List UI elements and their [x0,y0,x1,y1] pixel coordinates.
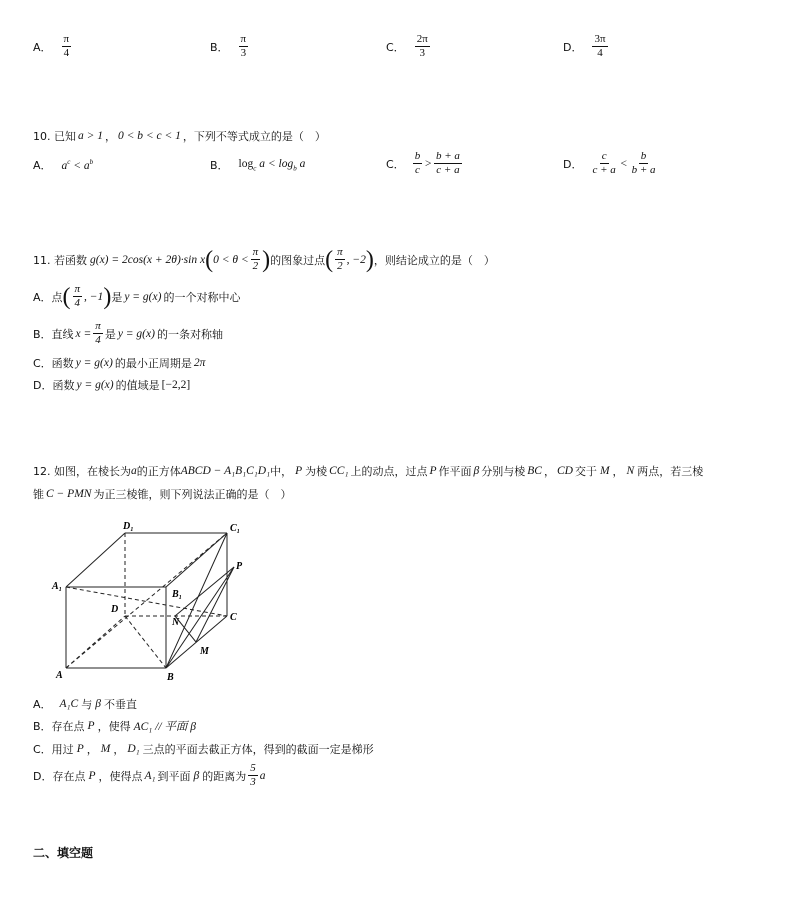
q12-text-1e: 上的动点，过点 [350,465,428,478]
q12-option-b [33,718,196,734]
q12-point-p: P [295,465,303,477]
q11-option-a [33,283,240,310]
q12-cube-figure [50,515,250,685]
q11-prefix: 11. 若函数 [33,253,87,267]
q11-option-b-label: B．直线 [33,327,74,341]
q11-option-a-text: 的一个对称中心 [163,290,241,304]
q11-point-tail: , −2 [346,253,366,266]
q11-option-b-mid: 是 [104,327,116,341]
label-b1: B₁ [172,589,183,600]
q11-option-a-mid: 是 [111,290,123,304]
q11-option-a-expr: y = g(x) [124,290,162,303]
q12-edge-cd: CD [556,465,573,477]
line-m-p [196,567,234,642]
label-a1: A₁ [52,581,63,592]
q12-text-1d: 为棱 [305,465,328,478]
q10-option-d-rel: < [619,157,628,170]
q9-option-b-label: B． [210,40,229,54]
q11-option-d-expr: y = g(x) [76,379,114,391]
q11-option-b-expr: y = g(x) [117,327,155,340]
label-m: M [200,646,209,657]
label-d: D [111,604,119,615]
edge-a1-d1 [66,533,125,587]
q11-function: g(x) = 2cos(x + 2θ)·sin x [90,253,206,266]
label-p: P [236,561,243,572]
q12-beta: β [473,465,480,477]
q12-option-c-t1: ， [86,743,98,756]
q9-option-c-label: C． [386,40,405,54]
q9-option-b-fraction: $\frac{\pi}{3}$ [240,33,247,59]
q12-option-c-e2: M [100,743,111,755]
q11-option-a-tail: , −1 [84,290,104,303]
q12-stem-line2 [33,486,291,502]
q10-option-c-frac2: $\frac{b + a}{c + a}$ [435,150,460,176]
q10-cond2: 0 < b < c < 1 [118,130,181,142]
q11-point-open: ( [325,246,334,273]
q12-option-b-label: B．存在点 [33,720,85,733]
q12-option-a-label: A． [33,698,52,711]
q12-option-c-t2: ， [113,743,125,756]
q9-option-a [33,33,73,60]
q9-option-a-fraction: $\frac{\pi}{4}$ [63,33,70,59]
q12-option-a [33,696,137,712]
q12-option-b-t1: ，使得 [97,720,131,733]
q12-option-d-fraction: $\frac{5}{3}$ [250,762,256,788]
q12-option-c [33,741,374,757]
q10-option-b-label: B． [210,159,229,172]
q12-option-d-e3: β [193,769,200,782]
q12-edge-cc1: CC₁ [329,465,349,477]
q10-option-d [563,150,660,177]
q11-mid: 的图象过点 [270,253,326,267]
q12-option-a-t1: 与 [81,698,93,711]
q10-option-c-rel: > [424,157,432,170]
q10-stem [33,128,326,144]
line-b-c1 [166,533,227,668]
q11-option-b-text: 的一条对称轴 [156,327,223,341]
q11-stem [33,246,495,273]
q10-sep: ， [105,130,117,143]
q12-text-1f: 作平面 [438,465,472,478]
q11-paren-close: ) [262,246,271,273]
q10-option-a [33,157,93,173]
q12-option-b-e1: P [87,720,95,732]
q9-option-b [210,33,250,60]
q12-option-a-e2: β [95,698,101,710]
q11-option-d-label: D．函数 [33,379,75,392]
q11-option-c-label: C．函数 [33,357,74,370]
q12-comma: ， [543,465,555,478]
q11-option-c [33,355,205,371]
q11-option-c-value: 2π [193,357,206,369]
q10-option-b-expr: $\log_c a < \log_b a$ [238,157,306,173]
section-fill-in-title: 二、填空题 [33,846,94,860]
q10-option-d-label: D． [563,157,583,171]
q12-option-c-t3: 三点的平面去截正方体，得到的截面一定是梯形 [142,743,374,756]
q10-option-c-frac1: $\frac{b}{c}$ [414,150,421,176]
label-c: C [230,612,237,623]
edge-a-d [66,616,125,668]
q12-comma2: ， [612,465,624,478]
q11-point-close: ) [365,246,374,273]
q11-condition: 0 < θ < [213,253,249,266]
q9-option-a-label: A． [33,40,52,54]
q11-option-a-paren-open: ( [62,283,71,310]
q12-text-1g: 分别与棱 [481,465,526,478]
q11-option-d [33,377,190,393]
q10-suffix: ，下列不等式成立的是（ ） [182,130,326,143]
q12-text-2a: 锥 [33,488,44,501]
q10-option-d-frac1: $\frac{c}{c + a}$ [592,150,616,176]
q12-edge-bc: BC [527,465,542,477]
q12-text-1a: 12. 如图，在棱长为 [33,465,131,478]
q10-option-a-label: A． [33,159,52,172]
line-a1-c [66,587,227,616]
q11-option-a-paren-close: ) [103,283,112,310]
q11-option-d-value: [−2,2] [161,379,191,391]
label-a: A [56,670,63,681]
label-d1: D₁ [123,521,134,532]
q12-point-n: N [626,465,635,477]
q12-option-d-label: D．存在点 [33,769,86,783]
q9-option-d-fraction: $\frac{3\pi}{4}$ [594,33,606,59]
q12-text-1c: 中， [270,465,293,478]
q11-condition-fraction: $\frac{\pi}{2}$ [252,246,259,272]
q10-option-c [386,150,464,177]
q12-option-c-label: C．用过 [33,743,74,756]
q12-text-2b: 为正三棱锥，则下列说法正确的是（ ） [93,488,292,501]
q12-option-a-e1: A₁C [59,698,79,710]
q11-paren-open: ( [205,246,214,273]
q12-option-c-e3: D₁ [127,743,140,755]
q12-point-m: M [599,465,610,477]
q12-text-1h: 交于 [574,465,597,478]
q10-cond1: a > 1 [78,130,104,142]
q10-option-b [210,157,305,173]
q12-option-b-e2: AC₁ // 平面 β [133,721,197,733]
q12-option-d-t2: 到平面 [157,769,191,783]
q12-option-d [33,762,266,789]
q12-option-d-t1: ，使得点 [98,769,143,783]
line-d-b [125,616,166,668]
q12-option-d-e1: P [88,769,96,782]
q12-option-a-t2: 不垂直 [103,698,137,711]
q11-suffix: ，则结论成立的是（ ） [373,253,495,267]
q12-option-d-e4: a [259,769,266,782]
q12-text-1b: 的正方体 [136,465,181,478]
q11-option-b-fraction: $\frac{\pi}{4}$ [95,320,101,346]
q11-option-b-lhs: x = [75,327,92,340]
q10-prefix: 10. 已知 [33,130,76,143]
q9-option-d [563,33,610,60]
label-b: B [167,672,174,683]
q10-option-a-expr: $a^c < a^b$ [61,158,94,172]
q11-option-b [33,320,223,347]
q12-pyramid: C − PMN [46,488,92,500]
label-n: N [172,617,180,628]
q12-text-1i: 两点，若三棱 [637,465,704,478]
q10-option-d-frac2: $\frac{b}{b + a}$ [631,150,656,176]
q11-option-a-label: A．点 [33,290,63,304]
q12-option-d-t3: 的距离为 [202,769,247,783]
q9-option-d-label: D． [563,40,583,54]
q11-option-a-fraction: $\frac{\pi}{4}$ [74,283,81,309]
q11-point-fraction: $\frac{\pi}{2}$ [337,246,343,272]
q11-option-c-text: 的最小正周期是 [114,357,192,370]
q12-point-p2: P [429,465,437,477]
q12-stem-line1 [33,463,703,479]
q12-option-d-e2: A₁ [144,769,156,782]
q12-option-c-e1: P [76,743,84,755]
label-c1: C₁ [230,523,241,534]
q11-option-c-expr: y = g(x) [75,357,113,369]
q9-option-c-fraction: $\frac{2\pi}{3}$ [416,33,428,59]
q12-cube: ABCD − A₁B₁C₁D₁ [180,465,271,477]
q9-option-c [386,33,432,60]
q11-option-d-text: 的值域是 [115,379,160,392]
q12-edge-a: a [131,465,137,477]
q10-option-c-label: C． [386,157,405,171]
